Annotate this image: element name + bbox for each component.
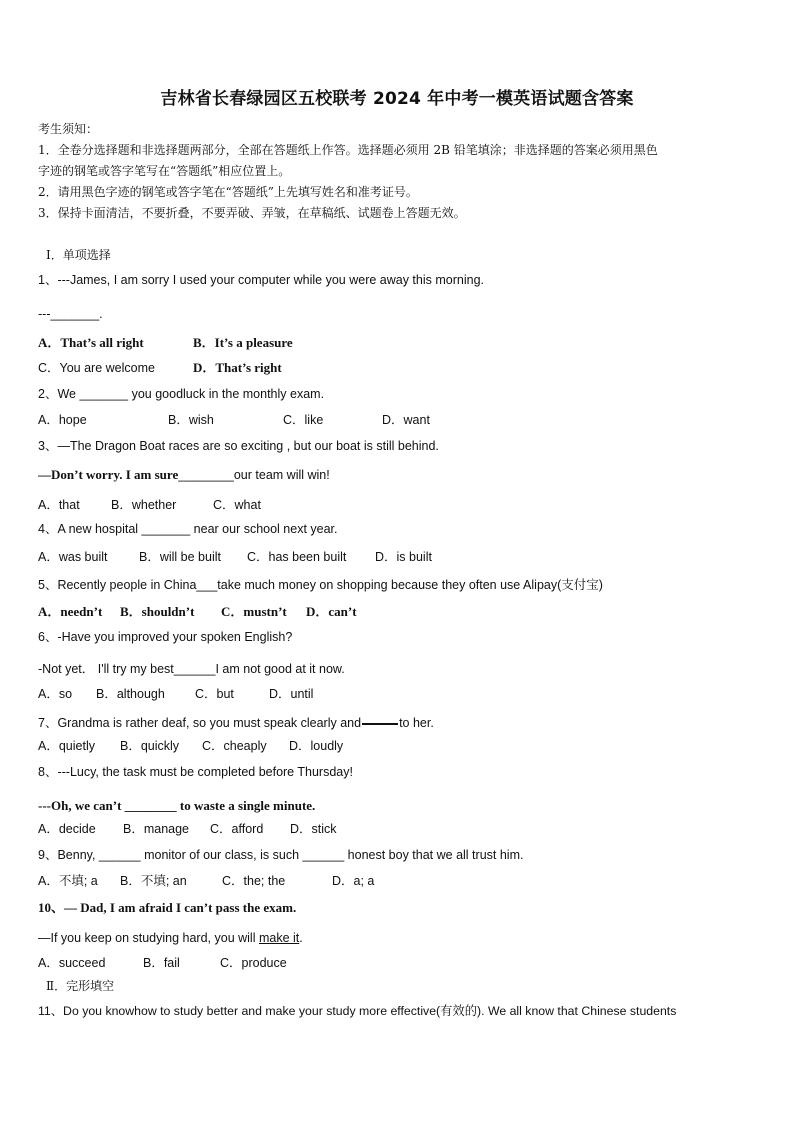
option[interactable]: C．what [213,498,261,512]
option[interactable]: B．quickly [120,739,180,753]
answer-blank [362,723,398,725]
question-8-reply: ---Oh, we can’t ________ to waste a single minute. [38,798,316,813]
underlined-phrase: make it [258,931,300,945]
question-11-stem: 11、Do you knowhow to study better and make your study more effective(有效的). We all know that Chinese students [38,1004,677,1018]
notice-heading: 考生须知： [38,122,99,136]
stem-text: to her. [399,716,434,730]
question-1-reply: ---_______. [38,307,103,321]
option[interactable]: C．but [195,687,234,701]
option[interactable]: C．has been built [247,550,347,564]
option[interactable]: D．a; a [332,874,375,888]
option[interactable]: D．That’s right [193,360,282,375]
question-10-stem: 10、— Dad, I am afraid I can’t pass the exam. [38,900,297,915]
question-7-stem [38,715,754,731]
option[interactable]: A．that [38,498,80,512]
option[interactable]: D．is built [375,550,432,564]
notice-item: 2．请用黑色字迹的钢笔或答字笔在“答题纸”上先填写姓名和准考证号。 [38,185,418,199]
stem-text: 7、Grandma is rather deaf, so you must speak clearly and [38,716,362,730]
reply-text: —If you keep on studying hard, you will [38,931,259,945]
option[interactable]: C．like [283,413,324,427]
question-3-stem: 3、—The Dragon Boat races are so exciting , but our boat is still behind. [38,439,439,453]
option[interactable]: A．That’s all right [38,335,144,350]
question-4-stem: 4、A new hospital _______ near our school next year. [38,522,338,536]
question-3-reply [38,467,754,483]
question-9-stem: 9、Benny, ______ monitor of our class, is such ______ honest boy that we all trust him. [38,848,524,862]
option[interactable]: A．hope [38,413,87,427]
page-title: 吉林省长春绿园区五校联考 2024 年中考一模英语试题含答案 [160,89,634,109]
option[interactable]: D．until [269,687,314,701]
option[interactable]: B．It’s a pleasure [193,335,293,350]
answer-blank: ________ [178,468,234,482]
question-6-reply: -Not yet． I'll try my best______I am not good at it now. [38,662,345,676]
option[interactable]: D．want [382,413,430,427]
reply-text: our team will win! [233,468,330,482]
option[interactable]: A．decide [38,822,96,836]
option[interactable]: D．loudly [289,739,344,753]
question-2-stem: 2、We _______ you goodluck in the monthly exam. [38,387,325,401]
option[interactable]: A．was built [38,550,108,564]
option[interactable]: C．the; the [222,874,286,888]
option[interactable]: A．quietly [38,739,95,753]
reply-text: —Don’t worry. I am sure [38,467,179,482]
option[interactable]: A．不填; a [38,874,98,888]
question-6-stem: 6、-Have you improved your spoken English? [38,630,293,644]
option[interactable]: A．succeed [38,956,106,970]
option[interactable]: B．will be built [139,550,221,564]
option[interactable]: B．wish [168,413,214,427]
option[interactable]: A．so [38,687,73,701]
option[interactable]: C．produce [220,956,287,970]
option[interactable]: C．afford [210,822,264,836]
option[interactable]: C．You are welcome [38,361,155,375]
option[interactable]: B．manage [123,822,190,836]
question-8-stem: 8、---Lucy, the task must be completed before Thursday! [38,765,353,779]
question-1-stem: 1、---James, I am sorry I used your computer while you were away this morning. [38,273,484,287]
option[interactable]: B．不填; an [120,874,187,888]
notice-item: 3．保持卡面清洁，不要折叠，不要弄破、弄皱，在草稿纸、试题卷上答题无效。 [38,206,466,220]
option[interactable]: B．fail [143,956,180,970]
option[interactable]: B．although [96,687,165,701]
option[interactable]: D．can’t [306,604,357,619]
option[interactable]: B．whether [111,498,177,512]
section-heading: Ⅰ．单项选择 [46,248,111,262]
option[interactable]: D．stick [290,822,337,836]
option[interactable]: C．mustn’t [221,604,287,619]
reply-text: . [299,931,303,945]
option[interactable]: B．shouldn’t [120,604,195,619]
question-10-reply [38,930,754,946]
section-heading: Ⅱ．完形填空 [46,979,115,993]
option[interactable]: C．cheaply [202,739,267,753]
notice-item: 字迹的钢笔或答字笔写在“答题纸”相应位置上。 [38,164,291,178]
option[interactable]: A．needn’t [38,604,103,619]
notice-item: 1．全卷分选择题和非选择题两部分，全部在答题纸上作答。选择题必须用 2B 铅笔填涂；非选择题的答案必须用黑色 [38,143,658,157]
question-5-stem: 5、Recently people in China___take much money on shopping because they often use Alipay(支付宝) [38,578,603,592]
